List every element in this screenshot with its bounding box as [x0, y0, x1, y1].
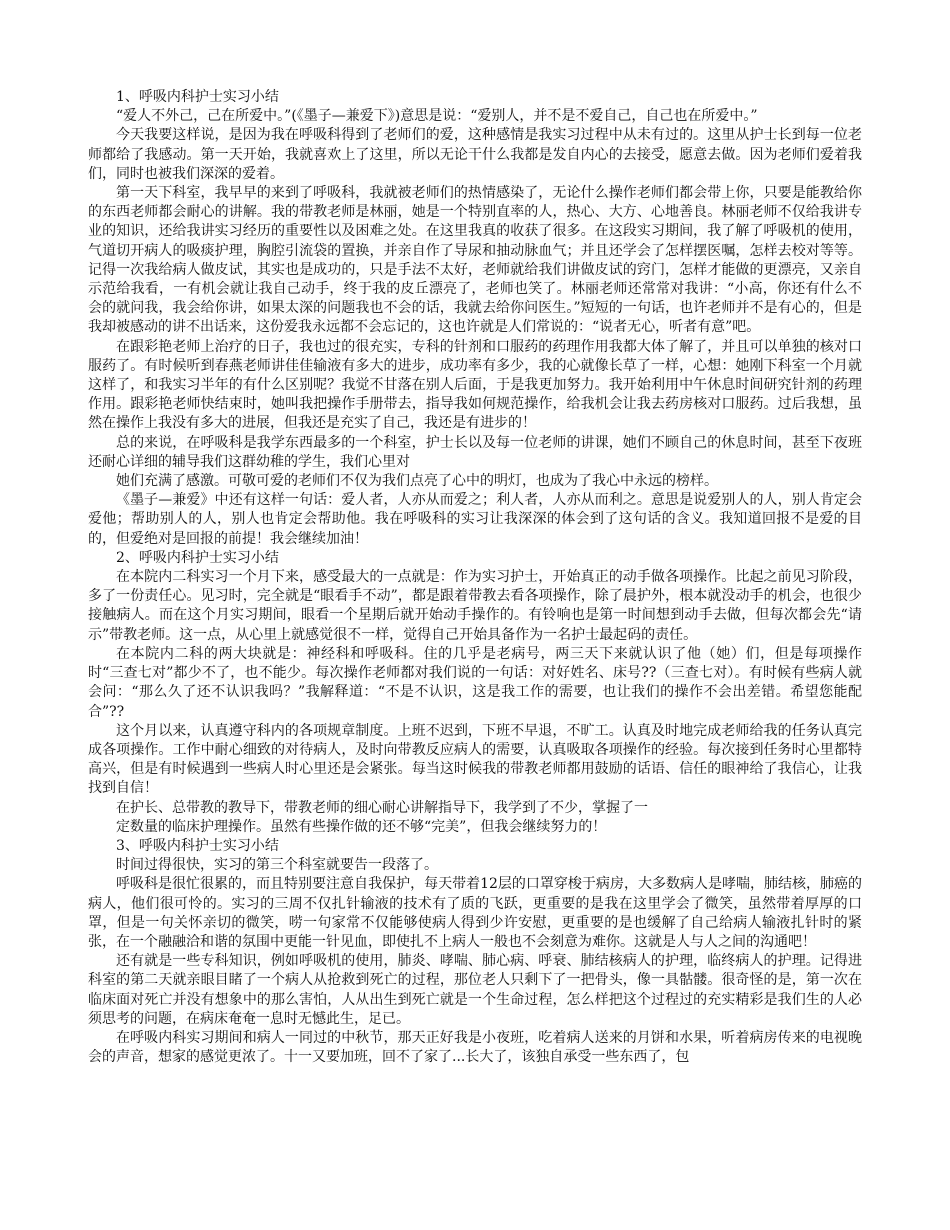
paragraph: 第一天下科室，我早早的来到了呼吸科，我就被老师们的热情感染了，无论什么操作老师们都会带上你，只要是能教给你的东西老师都会耐心的讲解。我的带教老师是林丽，她是一个特别直率的人，热心、大方、心地善良。林丽老师不仅给我讲专业的知识，还给我讲实习经历的重要性以及困难之处。在这里我真的收获了很多。在这段实习期间，我了解了呼吸机的使用，气道切开病人的吸痰护理，胸腔引流袋的置换，并亲自作了导尿和抽动脉血气；并且还学会了怎样摆医嘱，怎样去校对等等。记得一次我给病人做皮试，其实也是成功的，只是手法不太好，老师就给我们讲做皮试的窍门，怎样才能做的更漂亮，又亲自示范给我看，一有机会就让我自己动手，终于我的皮丘漂亮了，老师也笑了。林丽老师还常常对我讲：“小高，你还有什么不会的就问我，我会给你讲，如果太深的问题我也不会的话，我就去给你问医生。”短短的一句话，也许老师并不是有心的，但是我却被感动的讲不出话来，这份爱我永远都不会忘记的，这也许就是人们常说的：“说者无心，听者有意”吧。 [88, 185, 862, 336]
document-body [88, 88, 862, 1067]
paragraph: 在跟彩艳老师上治疗的日子，我也过的很充实，专科的针剂和口服药的药理作用我都大体了解了，并且可以单独的核对口服药了。有时候听到春燕老师讲佳佳输液有多大的进步，成功率有多少，我的心就像长草了一样，心想：她刚下科室一个月就这样了，和我实习半年的有什么区别呢？我觉不甘落在别人后面，于是我更加努力。我开始利用中午休息时间研究针剂的药理作用。跟彩艳老师快结束时，她叫我把操作手册带去，指导我如何规范操作，给我机会让我去药房核对口服药。过后我想，虽然在操作上我没有多大的进展，但我还是充实了自己，我还是有进步的！ [88, 338, 862, 432]
section-heading-2: 2、呼吸内科护士实习小结 [116, 549, 279, 566]
paragraph: 这个月以来，认真遵守科内的各项规章制度。上班不迟到，下班不早退，不旷工。认真及时地完成老师给我的任务认真完成各项操作。工作中耐心细致的对待病人，及时向带教反应病人的需要，认真吸取各项操作的经验。每次接到任务时心里都特高兴，但是有时候遇到一些病人时心里还是会紧张。每当这时候我的带教老师都用鼓励的话语、信任的眼神给了我信心，让我找到自信！ [88, 722, 862, 797]
paragraph: 在护长、总带教的教导下，带教老师的细心耐心讲解指导下，我学到了不少，掌握了一 [116, 799, 648, 816]
paragraph: 在本院内二科实习一个月下来，感受最大的一点就是：作为实习护士，开始真正的动手做各项操作。比起之前见习阶段，多了一份责任心。见习时，完全就是“眼看手不动”，都是跟着带教去看各项操作，除了晨护外，根本就没动手的机会，也很少接触病人。而在这个月实习期间，眼看一个星期后就开始动手操作的。有铃响也是第一时间想到动手去做，但每次都会先“请示”带教老师。这一点，从心里上就感觉很不一样，觉得自己开始具备作为一名护士最起码的责任。 [88, 569, 862, 643]
paragraph: 在本院内二科的两大块就是：神经科和呼吸科。住的几乎是老病号，两三天下来就认识了他（她）们，但是每项操作时“三查七对”都少不了，也不能少。每次操作老师都对我们说的一句话：对好姓名、床号??（三查七对）。有时候有些病人就会问：“那么久了还不认识我吗？”我解释道：“不是不认识，这是我工作的需要，也让我们的操作不会出差错。希望您能配合”?? [88, 645, 862, 720]
paragraph: 呼吸科是很忙很累的，而且特别要注意自我保护，每天带着12层的口罩穿梭于病房，大多数病人是哮喘，肺结核，肺癌的病人，他们很可怜的。实习的三周不仅扎针输液的技术有了质的飞跃，更重要的是我在这里学会了微笑，虽然带着厚厚的口罩，但是一句关怀亲切的微笑，唠一句家常不仅能够使病人得到少许安慰，更重要的是也缓解了自己给病人输液扎针时的紧张，在一个融融洽和谐的氛围中更能一针见血，即使扎不上病人一般也不会刻意为难你。这就是人与人之间的沟通吧！ [88, 876, 862, 950]
paragraph: 总的来说，在呼吸科是我学东西最多的一个科室，护士长以及每一位老师的讲课，她们不顾自己的休息时间，甚至下夜班还耐心详细的辅导我们这群幼稚的学生，我们心里对 [88, 434, 862, 470]
paragraph: 定数量的临床护理操作。虽然有些操作做的还不够“完美”，但我会继续努力的！ [116, 818, 607, 835]
paragraph: 在呼吸内科实习期间和病人一同过的中秋节，那天正好我是小夜班，吃着病人送来的月饼和水果，听着病房传来的电视晚会的声音，想家的感觉更浓了。十一又要加班，回不了家了...长大了，该独自承受一些东西了，包 [88, 1029, 862, 1066]
paragraph: 时间过得很快，实习的第三个科室就要告一段落了。 [116, 857, 438, 874]
paragraph: “爱人不外己，己在所爱中。”(《墨子—兼爱下》)意思是说：“爱别人，并不是不爱自己，自己也在所爱中。” [116, 108, 758, 125]
paragraph: 还有就是一些专科知识，例如呼吸机的使用，肺炎、哮喘、肺心病、呼衰、肺结核病人的护理，临终病人的护理。记得进科室的第二天就亲眼目睹了一个病人从抢救到死亡的过程，那位老人只剩下了一把骨头，像一具骷髅。很奇怪的是，第一次在临床面对死亡并没有想象中的那么害怕，人从出生到死亡就是一个生命过程，怎么样把这个过程过的充实精彩是我们生的人必须思考的问题，在病床奄奄一息时无憾此生，足已。 [88, 953, 862, 1027]
paragraph: 今天我要这样说，是因为我在呼吸科得到了老师们的爱，这种感情是我实习过程中从未有过的。这里从护士长到每一位老师都给了我感动。第一天开始，我就喜欢上了这里，所以无论干什么我都是发自内心的去接受，愿意去做。因为老师们爱着我们，同时也被我们深深的爱着。 [88, 127, 862, 182]
paragraph: 她们充满了感激。可敬可爱的老师们不仅为我们点亮了心中的明灯，也成为了我心中永远的榜样。 [116, 473, 718, 490]
section-heading-1: 1、呼吸内科护士实习小结 [116, 89, 279, 105]
section-heading-3: 3、呼吸内科护士实习小结 [116, 837, 279, 854]
paragraph: 《墨子—兼爱》中还有这样一句话：爱人者，人亦从而爱之；利人者，人亦从而利之。意思是说爱别人的人，别人肯定会爱他；帮助别人的人，别人也肯定会帮助他。我在呼吸科的实习让我深深的体会到了这句话的含义。我知道回报不是爱的目的，但爱绝对是回报的前提！我会继续加油！ [88, 492, 862, 547]
